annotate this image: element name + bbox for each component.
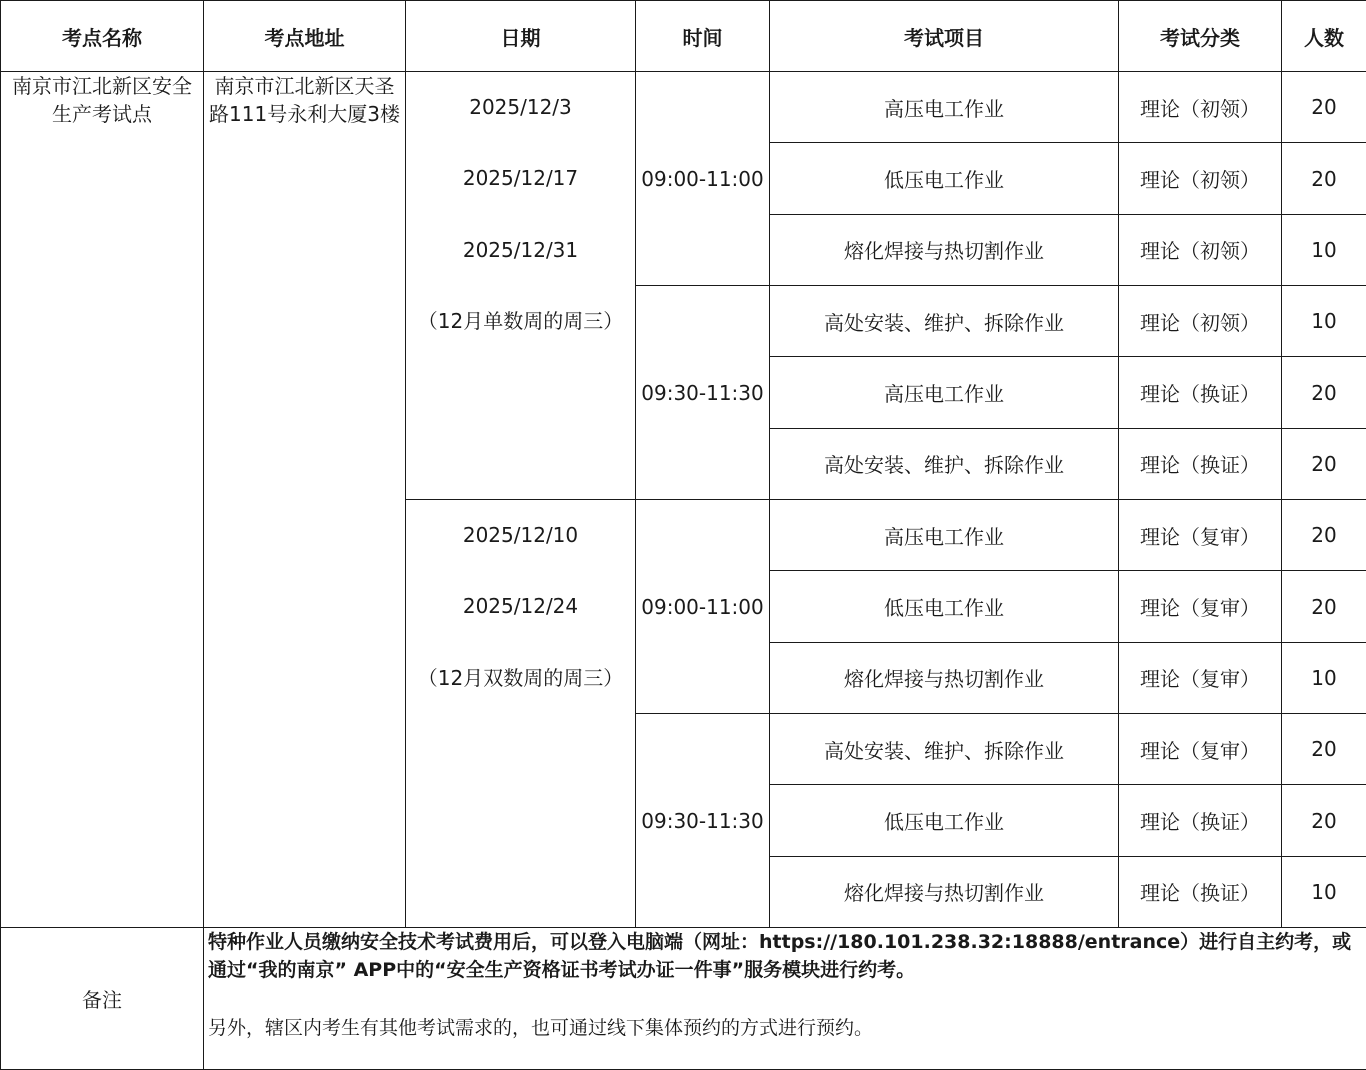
count-cell: 20	[1282, 72, 1366, 143]
exam-category-cell: 理论（初领）	[1119, 214, 1282, 285]
count-cell: 20	[1282, 500, 1366, 571]
count-cell: 20	[1282, 143, 1366, 214]
header-time: 时间	[636, 1, 770, 72]
exam-category-cell: 理论（初领）	[1119, 143, 1282, 214]
notes-row	[1, 928, 1366, 1070]
date-cell-group-1	[406, 72, 636, 500]
header-count: 人数	[1282, 1, 1366, 72]
date-cell-group-2	[406, 500, 636, 928]
exam-category-cell: 理论（换证）	[1119, 856, 1282, 927]
header-site-address: 考点地址	[204, 1, 406, 72]
exam-item-cell: 高处安装、维护、拆除作业	[770, 428, 1119, 499]
time-cell: 09:30-11:30	[636, 714, 770, 928]
notes-paragraph-2: 另外，辖区内考生有其他考试需求的，也可通过线下集体预约的方式进行预约。	[208, 1017, 874, 1040]
exam-item-cell: 高处安装、维护、拆除作业	[770, 286, 1119, 357]
count-cell: 20	[1282, 428, 1366, 499]
header-exam-item: 考试项目	[770, 1, 1119, 72]
exam-item-cell: 高处安装、维护、拆除作业	[770, 714, 1119, 785]
exam-category-cell: 理论（复审）	[1119, 714, 1282, 785]
date-text: 2025/12/17	[462, 166, 579, 191]
count-cell: 10	[1282, 286, 1366, 357]
site-address-cell: 南京市江北新区天圣路111号永利大厦3楼	[204, 72, 406, 928]
exam-category-cell: 理论（复审）	[1119, 642, 1282, 713]
exam-category-cell: 理论（复审）	[1119, 500, 1282, 571]
header-row	[1, 1, 1366, 72]
date-text: 2025/12/31	[462, 237, 579, 262]
exam-category-cell: 理论（初领）	[1119, 286, 1282, 357]
count-cell: 20	[1282, 571, 1366, 642]
exam-item-cell: 高压电工作业	[770, 500, 1119, 571]
exam-category-cell: 理论（换证）	[1119, 428, 1282, 499]
date-text: 2025/12/3	[469, 95, 572, 119]
date-text: 2025/12/24	[462, 594, 579, 619]
exam-item-cell: 熔化焊接与热切割作业	[770, 214, 1119, 285]
count-cell: 10	[1282, 856, 1366, 927]
exam-category-cell: 理论（初领）	[1119, 72, 1282, 143]
exam-category-cell: 理论（复审）	[1119, 571, 1282, 642]
date-text: 2025/12/10	[462, 523, 579, 548]
count-cell: 20	[1282, 357, 1366, 428]
notes-paragraph-1: 特种作业人员缴纳安全技术考试费用后，可以登入电脑端（网址：https://180.101.238.32:18888/entrance）进行自主约考，或通过“我的南京” APP中的“安全生产资格证书考试办证一件事”服务模块进行约考。	[208, 931, 1352, 982]
table-row	[1, 72, 1366, 143]
time-cell: 09:00-11:00	[636, 72, 770, 286]
count-cell: 20	[1282, 785, 1366, 856]
exam-item-cell: 熔化焊接与热切割作业	[770, 642, 1119, 713]
date-note: （12月单数周的周三）	[417, 308, 624, 333]
time-cell: 09:00-11:00	[636, 500, 770, 714]
date-note: （12月双数周的周三）	[417, 665, 624, 690]
site-name-cell: 南京市江北新区安全生产考试点	[1, 72, 204, 928]
count-cell: 10	[1282, 642, 1366, 713]
exam-item-cell: 低压电工作业	[770, 143, 1119, 214]
time-cell: 09:30-11:30	[636, 286, 770, 500]
header-date: 日期	[406, 1, 636, 72]
exam-category-cell: 理论（换证）	[1119, 357, 1282, 428]
header-site-name: 考点名称	[1, 1, 204, 72]
notes-content	[204, 928, 1366, 1070]
exam-item-cell: 低压电工作业	[770, 571, 1119, 642]
count-cell: 20	[1282, 714, 1366, 785]
header-exam-category: 考试分类	[1119, 1, 1282, 72]
exam-item-cell: 高压电工作业	[770, 72, 1119, 143]
count-cell: 10	[1282, 214, 1366, 285]
notes-label: 备注	[1, 928, 204, 1070]
exam-item-cell: 低压电工作业	[770, 785, 1119, 856]
exam-item-cell: 高压电工作业	[770, 357, 1119, 428]
exam-category-cell: 理论（换证）	[1119, 785, 1282, 856]
exam-item-cell: 熔化焊接与热切割作业	[770, 856, 1119, 927]
